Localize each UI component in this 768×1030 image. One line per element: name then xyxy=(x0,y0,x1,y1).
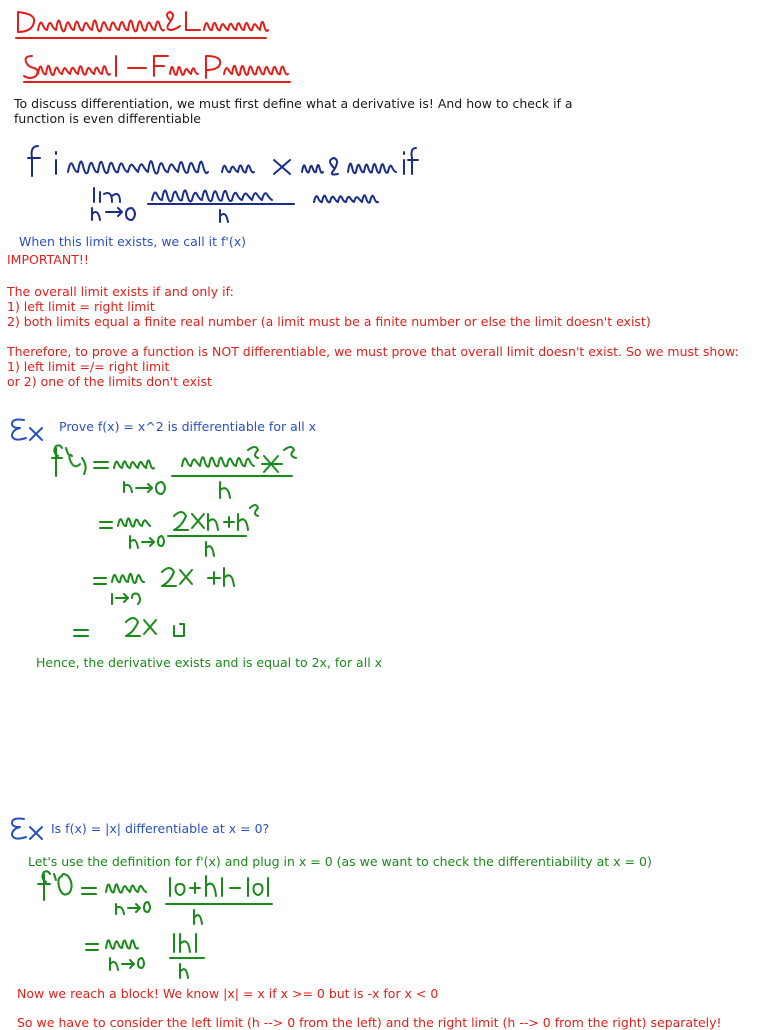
example-1-ink xyxy=(174,624,184,636)
example-2-setup: Let's use the definition for f'(x) and plug in x = 0 (as we want to check the differentiability at x = 0) xyxy=(28,854,652,869)
example-2-marker xyxy=(8,813,48,843)
example-1-ink xyxy=(118,518,150,526)
definition-ink xyxy=(28,146,40,176)
important-label: IMPORTANT!! xyxy=(7,252,89,267)
handwritten-definition xyxy=(26,142,426,224)
example-1-ink xyxy=(180,570,192,584)
example-2-ink xyxy=(194,910,202,924)
definition-ink xyxy=(404,148,418,174)
example-1-ink xyxy=(206,542,214,556)
example-2-working xyxy=(34,868,274,980)
example-1-ink xyxy=(52,445,62,476)
handwritten-section-heading xyxy=(20,50,300,86)
definition-ink xyxy=(302,165,323,173)
section-ink xyxy=(154,56,168,76)
rule-intro: The overall limit exists if and only if: xyxy=(7,284,234,299)
definition-ink xyxy=(220,210,228,222)
definition-ink xyxy=(222,165,254,172)
definition-ink xyxy=(152,190,272,201)
example-1-ink xyxy=(162,568,176,586)
example-1-working xyxy=(48,438,308,644)
definition-ink xyxy=(274,160,290,174)
example-2-next: So we have to consider the left limit (h --> 0 from the left) and the right limit (h --> 0 from the right) separately! xyxy=(17,1015,722,1030)
ex-marker-ink xyxy=(12,819,26,839)
example-2-ink xyxy=(58,874,71,895)
example-1-ink xyxy=(248,447,258,458)
definition-ink xyxy=(330,158,338,175)
example-1-ink xyxy=(100,522,112,528)
example-1-ink xyxy=(94,578,106,584)
example-1-ink xyxy=(220,482,230,498)
example-2-block: Now we reach a block! We know |x| = x if x >= 0 but is -x for x < 0 xyxy=(17,986,439,1001)
example-1-ink xyxy=(238,514,248,530)
example-1-ink xyxy=(126,618,140,636)
rule-2: 2) both limits equal a finite real number (a limit must be a finite number or else the limit doesn't exist) xyxy=(7,314,651,329)
example-2-ink xyxy=(38,871,50,900)
example-2-ink xyxy=(82,888,96,894)
definition-ink xyxy=(68,161,208,173)
example-2-ink xyxy=(180,934,190,952)
example-2-ink xyxy=(254,884,263,895)
example-1-ink xyxy=(250,505,258,516)
example-1-conclusion: Hence, the derivative exists and is equal to 2x, for all x xyxy=(36,655,383,670)
example-1-ink xyxy=(224,568,234,586)
section-ink xyxy=(170,67,198,75)
example-2-ink xyxy=(206,876,216,896)
definition-ink xyxy=(348,164,396,174)
intro-line-2: function is even differentiable xyxy=(14,111,201,126)
ex-marker-ink xyxy=(30,827,42,839)
example-1-ink xyxy=(94,462,108,468)
title-ink xyxy=(38,20,164,31)
example-2-ink xyxy=(54,874,56,880)
example-1-ink xyxy=(114,460,154,468)
example-1-ink xyxy=(208,572,220,584)
example-2-ink xyxy=(106,884,146,892)
example-1-ink xyxy=(224,517,234,527)
title-ink xyxy=(167,12,180,30)
example-2-ink xyxy=(86,944,98,950)
example-1-ink xyxy=(144,620,156,634)
example-2-prompt: Is f(x) = |x| differentiable at x = 0? xyxy=(51,821,270,836)
example-1-ink xyxy=(262,456,282,472)
section-ink xyxy=(206,56,220,78)
show-1: 1) left limit =/= right limit xyxy=(7,359,170,374)
example-2-ink xyxy=(190,883,200,893)
example-1-ink xyxy=(208,514,218,530)
example-2-ink xyxy=(116,902,150,914)
example-1-ink xyxy=(112,594,140,605)
example-1-ink xyxy=(192,514,204,528)
example-1-ink xyxy=(174,512,188,530)
intro-line-1: To discuss differentiation, we must first define what a derivative is! And how to check if a xyxy=(14,96,573,111)
example-1-ink xyxy=(284,447,296,458)
example-2-ink xyxy=(180,964,188,978)
handwritten-title xyxy=(14,8,274,42)
example-1-ink xyxy=(112,574,144,583)
example-1-ink xyxy=(74,630,88,636)
example-1-ink xyxy=(182,457,254,466)
ex-marker-ink xyxy=(12,420,26,440)
title-ink xyxy=(186,12,200,30)
example-1-ink xyxy=(130,536,164,548)
definition-ink xyxy=(314,195,378,202)
section-ink xyxy=(24,56,38,78)
example-1-ink xyxy=(124,482,165,494)
example-2-ink xyxy=(106,940,138,949)
example-2-ink xyxy=(176,884,185,895)
title-ink xyxy=(18,12,34,32)
definition-ink xyxy=(92,208,135,220)
section-ink xyxy=(38,66,110,75)
ex-marker-ink xyxy=(30,428,42,440)
example-1-prompt: Prove f(x) = x^2 is differentiable for all x xyxy=(59,419,317,434)
rule-1: 1) left limit = right limit xyxy=(7,299,155,314)
section-ink xyxy=(224,66,288,75)
definition-ink xyxy=(94,188,120,202)
example-1-ink xyxy=(66,448,86,474)
show-2: or 2) one of the limits don't exist xyxy=(7,374,212,389)
example-1-marker xyxy=(8,414,48,444)
title-ink xyxy=(204,22,268,31)
example-2-ink xyxy=(110,958,144,970)
therefore-text: Therefore, to prove a function is NOT differentiable, we must prove that overall limit doesn't exist. So we must show: xyxy=(7,344,739,359)
definition-note: When this limit exists, we call it f'(x) xyxy=(19,234,247,249)
